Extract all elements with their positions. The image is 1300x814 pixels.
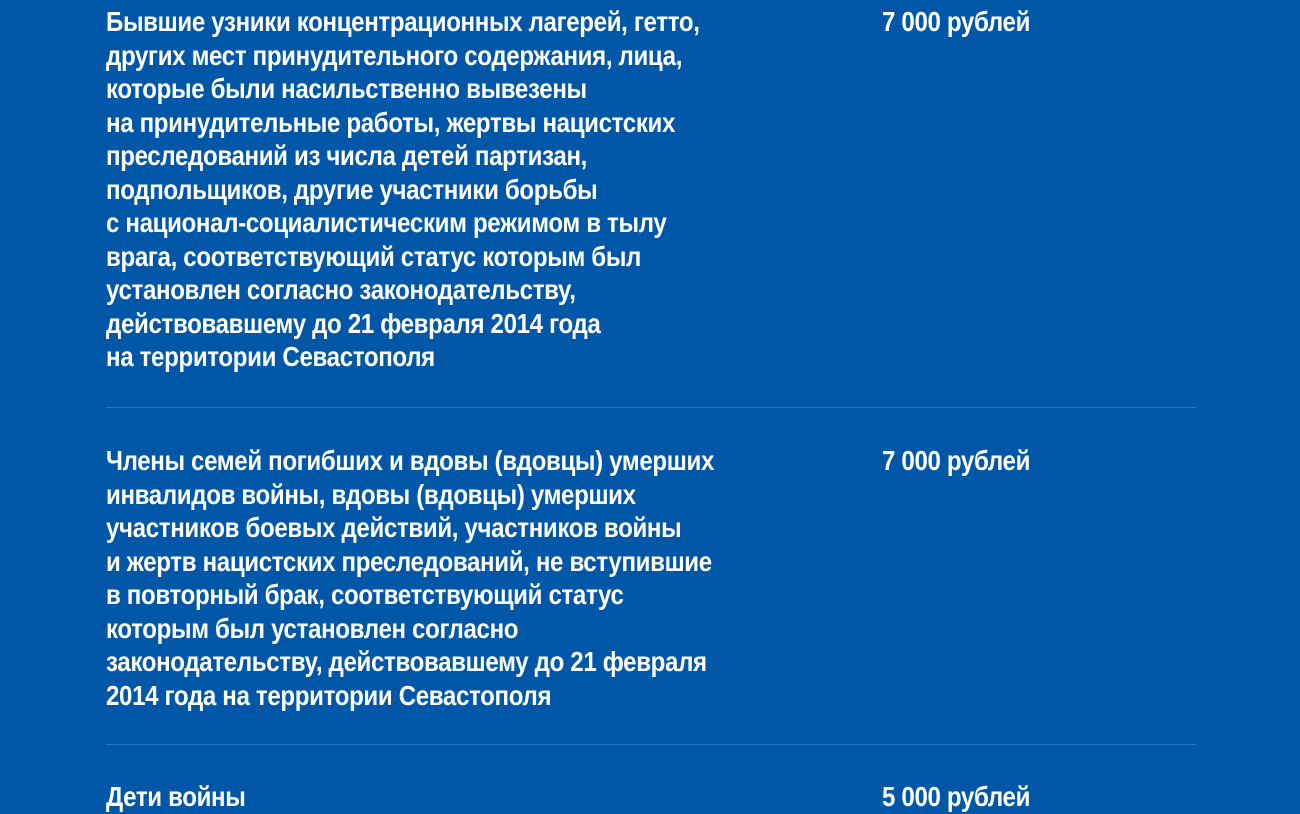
description-line: врага, соответствующий статус которым был <box>106 240 641 272</box>
description-line: на территории Севастополя <box>106 341 435 372</box>
description-line: других мест принудительного содержания, лица, <box>106 39 683 71</box>
description-line: которые были насильственно вывезены <box>106 73 587 104</box>
description-line: действовавшему до 21 февраля 2014 года <box>106 307 601 339</box>
description-line: установлен согласно законодательству, <box>106 274 576 305</box>
section-divider <box>106 744 1196 745</box>
description-line: 2014 года на территории Севастополя <box>106 679 552 711</box>
description-line: в повторный брак, соответствующий статус <box>106 579 624 610</box>
description-line: и жертв нацистских преследований, не вступившие <box>106 545 712 577</box>
description-line: с национал-социалистическим режимом в тылу <box>106 207 667 238</box>
entry-description <box>106 780 742 814</box>
description-line: преследований из числа детей партизан, <box>106 140 587 171</box>
description-line: на принудительные работы, жертвы нацистских <box>106 106 676 138</box>
payment-amount: 7 000 рублей <box>882 6 1031 37</box>
entry-description <box>106 5 742 374</box>
description-line: инвалидов войны, вдовы (вдовцы) умерших <box>106 478 636 510</box>
entry-description <box>106 444 742 712</box>
payment-amount: 5 000 рублей <box>882 781 1031 812</box>
description-line: участников боевых действий, участников войны <box>106 512 682 543</box>
description-line: подпольщиков, другие участники борьбы <box>106 173 598 205</box>
description-line: Бывшие узники концентрационных лагерей, гетто, <box>106 6 700 37</box>
description-line: Дети войны <box>106 781 246 812</box>
section-divider <box>106 407 1196 408</box>
description-line: которым был установлен согласно <box>106 612 519 644</box>
description-line: законодательству, действовавшему до 21 февраля <box>106 646 707 677</box>
payment-amount: 7 000 рублей <box>882 445 1031 476</box>
description-line: Члены семей погибших и вдовы (вдовцы) умерших <box>106 445 714 476</box>
